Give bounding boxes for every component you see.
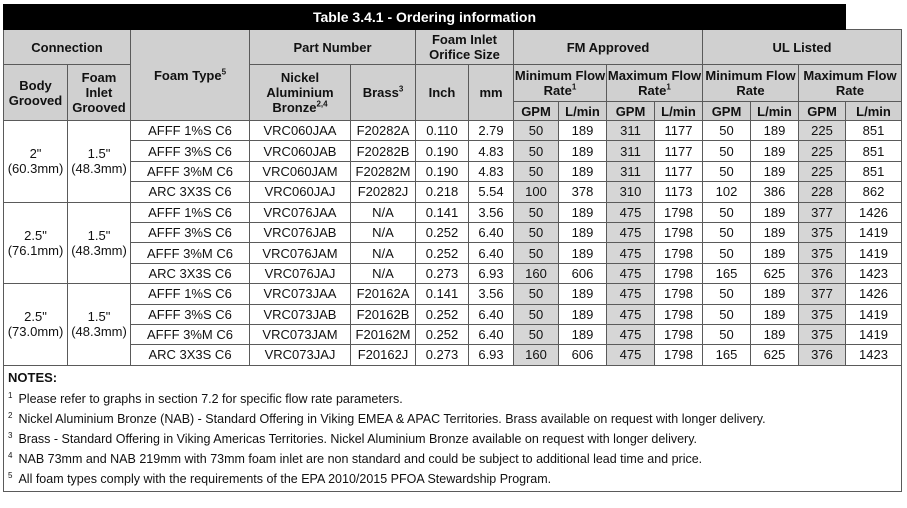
- orifice-mm-cell: 4.83: [469, 161, 514, 181]
- brass-part-cell: F20162J: [351, 345, 416, 365]
- ul-min-gpm-cell: 50: [703, 304, 751, 324]
- ul-max-lmin-cell: 1423: [846, 263, 902, 283]
- fm-min-gpm-cell: 50: [514, 141, 559, 161]
- ul-min-lmin-cell: 189: [751, 141, 799, 161]
- fm-min-gpm-cell: 50: [514, 304, 559, 324]
- fm-max-gpm-cell: 311: [607, 161, 655, 181]
- fm-min-gpm-cell: 50: [514, 243, 559, 263]
- orifice-inch-cell: 0.252: [416, 324, 469, 344]
- brass-part-cell: N/A: [351, 202, 416, 222]
- inlet-size-inch: 1.5": [87, 227, 111, 243]
- ul-max-lmin-cell: 1419: [846, 324, 902, 344]
- fm-max-gpm-cell: 475: [607, 263, 655, 283]
- brass-part-cell: F20282A: [351, 121, 416, 141]
- foam-type-cell: AFFF 1%S C6: [131, 121, 250, 141]
- fm-max-lmin-cell: 1798: [655, 284, 703, 304]
- foam-type-cell: AFFF 1%S C6: [131, 284, 250, 304]
- table-title: Table 3.4.1 - Ordering information: [4, 5, 846, 30]
- table-row: [4, 121, 902, 141]
- table-row: [4, 243, 902, 263]
- nab-part-cell: VRC060JAB: [250, 141, 351, 161]
- ul-min-gpm-cell: 50: [703, 161, 751, 181]
- ul-max-gpm-cell: 225: [799, 161, 846, 181]
- fm-min-lmin-header: L/min: [559, 102, 607, 121]
- nab-part-cell: VRC073JAB: [250, 304, 351, 324]
- fm-max-gpm-cell: 475: [607, 243, 655, 263]
- fm-min-gpm-cell: 100: [514, 182, 559, 202]
- fm-max-gpm-cell: 311: [607, 141, 655, 161]
- note-item: [4, 391, 901, 411]
- ul-max-lmin-cell: 1423: [846, 345, 902, 365]
- orifice-mm-cell: 6.40: [469, 324, 514, 344]
- orifice-inch-cell: 0.252: [416, 304, 469, 324]
- orifice-mm-cell: 5.54: [469, 182, 514, 202]
- note-number: 1: [8, 390, 13, 400]
- ul-max-lmin-cell: 1419: [846, 243, 902, 263]
- orifice-mm-cell: 6.40: [469, 222, 514, 242]
- ul-max-lmin-cell: 1426: [846, 284, 902, 304]
- ul-min-gpm-cell: 50: [703, 243, 751, 263]
- ul-max-gpm-cell: 377: [799, 202, 846, 222]
- nab-part-cell: VRC076JAB: [250, 222, 351, 242]
- fm-min-gpm-cell: 160: [514, 345, 559, 365]
- fm-min-gpm-header: GPM: [514, 102, 559, 121]
- note-text: Please refer to graphs in section 7.2 for specific flow rate parameters.: [18, 391, 403, 406]
- ul-min-gpm-header: GPM: [703, 102, 751, 121]
- fm-max-gpm-cell: 475: [607, 304, 655, 324]
- fm-min-gpm-cell: 160: [514, 263, 559, 283]
- table-row: [4, 141, 902, 161]
- connection-header: Connection: [4, 30, 131, 65]
- ul-max-gpm-cell: 375: [799, 324, 846, 344]
- fm-max-gpm-cell: 475: [607, 202, 655, 222]
- fm-min-lmin-cell: 189: [559, 243, 607, 263]
- brass-part-cell: N/A: [351, 263, 416, 283]
- ul-min-gpm-cell: 102: [703, 182, 751, 202]
- fm-max-lmin-cell: 1798: [655, 243, 703, 263]
- note-number: 5: [8, 470, 13, 480]
- note-item: [4, 411, 901, 431]
- fm-max-gpm-cell: 310: [607, 182, 655, 202]
- fm-max-lmin-cell: 1798: [655, 324, 703, 344]
- orifice-inch-cell: 0.190: [416, 141, 469, 161]
- orifice-mm-cell: 2.79: [469, 121, 514, 141]
- table-row: [4, 222, 902, 242]
- nickel-header: Nickel Aluminium Bronze$^{2,4}$: [250, 65, 351, 121]
- ul-min-lmin-cell: 625: [751, 345, 799, 365]
- fm-max-gpm-cell: 475: [607, 324, 655, 344]
- ul-min-lmin-cell: 189: [751, 202, 799, 222]
- nab-part-cell: VRC073JAA: [250, 284, 351, 304]
- foam-type-cell: ARC 3X3S C6: [131, 345, 250, 365]
- brass-part-cell: F20282M: [351, 161, 416, 181]
- foam-inlet-grooved-header: Foam Inlet Grooved: [68, 65, 131, 121]
- note-text: NAB 73mm and NAB 219mm with 73mm foam inlet are non standard and could be subject to additional lead time and price.: [18, 451, 703, 466]
- ul-max-lmin-cell: 1419: [846, 304, 902, 324]
- brass-part-cell: N/A: [351, 243, 416, 263]
- orifice-inch-cell: 0.218: [416, 182, 469, 202]
- ul-min-gpm-cell: 50: [703, 141, 751, 161]
- ul-min-gpm-cell: 165: [703, 345, 751, 365]
- ul-max-lmin-cell: 851: [846, 141, 902, 161]
- ul-max-gpm-cell: 377: [799, 284, 846, 304]
- fm-min-lmin-cell: 189: [559, 202, 607, 222]
- brass-header: Brass$^3$: [351, 65, 416, 121]
- ul-min-gpm-cell: 50: [703, 202, 751, 222]
- ul-max-gpm-header: GPM: [799, 102, 846, 121]
- foam-type-cell: AFFF 1%S C6: [131, 202, 250, 222]
- inch-header: Inch: [416, 65, 469, 121]
- ul-max-gpm-cell: 375: [799, 243, 846, 263]
- fm-min-lmin-cell: 189: [559, 161, 607, 181]
- orifice-inch-cell: 0.190: [416, 161, 469, 181]
- table-row: [4, 284, 902, 304]
- body-grooved-cell: [4, 284, 68, 366]
- table-row: [4, 304, 902, 324]
- body-grooved-cell: [4, 202, 68, 284]
- ul-max-lmin-cell: 1419: [846, 222, 902, 242]
- orifice-mm-cell: 6.40: [469, 243, 514, 263]
- ul-max-lmin-cell: 851: [846, 121, 902, 141]
- ul-min-lmin-cell: 189: [751, 121, 799, 141]
- notes-title: NOTES:: [8, 369, 58, 385]
- ordering-information-table: [3, 4, 902, 366]
- ul-min-gpm-cell: 165: [703, 263, 751, 283]
- ul-max-lmin-cell: 862: [846, 182, 902, 202]
- fm-max-lmin-cell: 1798: [655, 345, 703, 365]
- fm-max-lmin-cell: 1798: [655, 202, 703, 222]
- ul-min-lmin-cell: 189: [751, 304, 799, 324]
- ul-min-lmin-cell: 189: [751, 243, 799, 263]
- nab-part-cell: VRC060JAA: [250, 121, 351, 141]
- fm-min-lmin-cell: 378: [559, 182, 607, 202]
- ul-min-lmin-header: L/min: [751, 102, 799, 121]
- body-size-inch: 2.5": [24, 309, 47, 325]
- ul-max-gpm-cell: 376: [799, 345, 846, 365]
- orifice-mm-cell: 6.93: [469, 345, 514, 365]
- body-size-inch: 2": [29, 146, 42, 162]
- orifice-inch-cell: 0.141: [416, 202, 469, 222]
- foam-type-cell: AFFF 3%S C6: [131, 141, 250, 161]
- ul-min-gpm-cell: 50: [703, 222, 751, 242]
- orifice-inch-cell: 0.273: [416, 345, 469, 365]
- ul-max-gpm-cell: 375: [799, 304, 846, 324]
- foam-type-cell: AFFF 3%S C6: [131, 222, 250, 242]
- fm-min-gpm-cell: 50: [514, 222, 559, 242]
- notes-section: [3, 366, 902, 492]
- nab-part-cell: VRC076JAM: [250, 243, 351, 263]
- foam-type-cell: AFFF 3%M C6: [131, 243, 250, 263]
- body-size-inch: 2.5": [24, 227, 47, 243]
- fm-min-lmin-cell: 189: [559, 324, 607, 344]
- note-text: Brass - Standard Offering in Viking Americas Territories. Nickel Aluminium Bronze available on request with longer delivery.: [18, 431, 698, 446]
- fm-max-lmin-cell: 1798: [655, 263, 703, 283]
- note-item: [4, 431, 901, 451]
- fm-max-lmin-header: L/min: [655, 102, 703, 121]
- fm-max-lmin-cell: 1177: [655, 121, 703, 141]
- inlet-size-mm: (48.3mm): [71, 161, 127, 177]
- orifice-inch-cell: 0.252: [416, 222, 469, 242]
- fm-min-lmin-cell: 606: [559, 263, 607, 283]
- brass-part-cell: F20282J: [351, 182, 416, 202]
- note-text: All foam types comply with the requirements of the EPA 2010/2015 PFOA Stewardship Program.: [18, 471, 552, 486]
- foam-type-cell: ARC 3X3S C6: [131, 182, 250, 202]
- table-row: [4, 345, 902, 365]
- ul-max-gpm-cell: 228: [799, 182, 846, 202]
- foam-inlet-cell: [68, 121, 131, 203]
- fm-max-gpm-header: GPM: [607, 102, 655, 121]
- table-row: [4, 263, 902, 283]
- body-grooved-cell: [4, 121, 68, 203]
- fm-min-lmin-cell: 189: [559, 222, 607, 242]
- nab-part-cell: VRC060JAM: [250, 161, 351, 181]
- fm-min-lmin-cell: 189: [559, 141, 607, 161]
- ul-max-lmin-cell: 1426: [846, 202, 902, 222]
- note-number: 2: [8, 410, 13, 420]
- table-body: [4, 121, 902, 366]
- fm-min-lmin-cell: 606: [559, 345, 607, 365]
- foam-inlet-cell: [68, 202, 131, 284]
- orifice-size-header: Foam Inlet Orifice Size: [416, 30, 514, 65]
- body-size-mm: (76.1mm): [7, 242, 64, 258]
- foam-inlet-cell: [68, 284, 131, 366]
- ul-min-lmin-cell: 386: [751, 182, 799, 202]
- fm-approved-header: FM Approved: [514, 30, 703, 65]
- inlet-size-mm: (48.3mm): [71, 324, 127, 340]
- orifice-inch-cell: 0.110: [416, 121, 469, 141]
- nab-part-cell: VRC060JAJ: [250, 182, 351, 202]
- body-size-mm: (73.0mm): [7, 324, 64, 340]
- fm-min-header: Minimum Flow Rate$^1$: [514, 65, 607, 102]
- nab-part-cell: VRC073JAM: [250, 324, 351, 344]
- orifice-mm-cell: 3.56: [469, 202, 514, 222]
- ordering-table-container: [3, 4, 902, 492]
- orifice-inch-cell: 0.141: [416, 284, 469, 304]
- orifice-mm-cell: 6.40: [469, 304, 514, 324]
- table-row: [4, 324, 902, 344]
- note-item: [4, 451, 901, 471]
- fm-max-header: Maximum Flow Rate$^1$: [607, 65, 703, 102]
- orifice-inch-cell: 0.252: [416, 243, 469, 263]
- brass-part-cell: F20162B: [351, 304, 416, 324]
- ul-min-lmin-cell: 189: [751, 284, 799, 304]
- table-row: [4, 161, 902, 181]
- fm-max-lmin-cell: 1798: [655, 222, 703, 242]
- table-row: [4, 182, 902, 202]
- orifice-inch-cell: 0.273: [416, 263, 469, 283]
- brass-part-cell: F20282B: [351, 141, 416, 161]
- fm-min-gpm-cell: 50: [514, 121, 559, 141]
- ul-max-lmin-header: L/min: [846, 102, 902, 121]
- fm-max-lmin-cell: 1798: [655, 304, 703, 324]
- fm-max-lmin-cell: 1177: [655, 161, 703, 181]
- ul-min-gpm-cell: 50: [703, 121, 751, 141]
- fm-max-lmin-cell: 1173: [655, 182, 703, 202]
- nab-part-cell: VRC073JAJ: [250, 345, 351, 365]
- ul-listed-header: UL Listed: [703, 30, 902, 65]
- ul-max-gpm-cell: 376: [799, 263, 846, 283]
- ul-max-gpm-cell: 225: [799, 141, 846, 161]
- fm-min-gpm-cell: 50: [514, 284, 559, 304]
- orifice-mm-cell: 3.56: [469, 284, 514, 304]
- ul-min-lmin-cell: 189: [751, 222, 799, 242]
- inlet-size-mm: (48.3mm): [71, 242, 127, 258]
- fm-max-gpm-cell: 311: [607, 121, 655, 141]
- ul-max-gpm-cell: 375: [799, 222, 846, 242]
- orifice-mm-cell: 4.83: [469, 141, 514, 161]
- fm-min-gpm-cell: 50: [514, 161, 559, 181]
- inlet-size-inch: 1.5": [87, 309, 111, 325]
- foam-type-cell: AFFF 3%S C6: [131, 304, 250, 324]
- brass-part-cell: N/A: [351, 222, 416, 242]
- foam-type-cell: AFFF 3%M C6: [131, 161, 250, 181]
- fm-min-lmin-cell: 189: [559, 284, 607, 304]
- fm-max-gpm-cell: 475: [607, 222, 655, 242]
- notes-list: [4, 391, 901, 491]
- foam-type-cell: ARC 3X3S C6: [131, 263, 250, 283]
- ul-min-gpm-cell: 50: [703, 324, 751, 344]
- fm-min-lmin-cell: 189: [559, 121, 607, 141]
- part-number-header: Part Number: [250, 30, 416, 65]
- ul-min-lmin-cell: 189: [751, 324, 799, 344]
- mm-header: mm: [469, 65, 514, 121]
- fm-min-gpm-cell: 50: [514, 324, 559, 344]
- nab-part-cell: VRC076JAJ: [250, 263, 351, 283]
- ul-min-lmin-cell: 625: [751, 263, 799, 283]
- note-item: [4, 471, 901, 491]
- ul-max-header: Maximum Flow Rate: [799, 65, 902, 102]
- note-number: 3: [8, 430, 13, 440]
- fm-min-gpm-cell: 50: [514, 202, 559, 222]
- fm-max-gpm-cell: 475: [607, 345, 655, 365]
- fm-max-lmin-cell: 1177: [655, 141, 703, 161]
- brass-part-cell: F20162M: [351, 324, 416, 344]
- foam-type-cell: AFFF 3%M C6: [131, 324, 250, 344]
- table-row: [4, 202, 902, 222]
- note-text: Nickel Aluminium Bronze (NAB) - Standard Offering in Viking EMEA & APAC Territories. Brass available on request with longer delivery.: [18, 411, 766, 426]
- ul-max-gpm-cell: 225: [799, 121, 846, 141]
- fm-max-gpm-cell: 475: [607, 284, 655, 304]
- foam-type-header: Foam Type$^5$: [131, 30, 250, 121]
- ul-min-lmin-cell: 189: [751, 161, 799, 181]
- note-number: 4: [8, 450, 13, 460]
- body-grooved-header: Body Grooved: [4, 65, 68, 121]
- body-size-mm: (60.3mm): [7, 161, 64, 177]
- brass-part-cell: F20162A: [351, 284, 416, 304]
- ul-min-gpm-cell: 50: [703, 284, 751, 304]
- ul-min-header: Minimum Flow Rate: [703, 65, 799, 102]
- fm-min-lmin-cell: 189: [559, 304, 607, 324]
- nab-part-cell: VRC076JAA: [250, 202, 351, 222]
- ul-max-lmin-cell: 851: [846, 161, 902, 181]
- inlet-size-inch: 1.5": [87, 146, 111, 162]
- orifice-mm-cell: 6.93: [469, 263, 514, 283]
